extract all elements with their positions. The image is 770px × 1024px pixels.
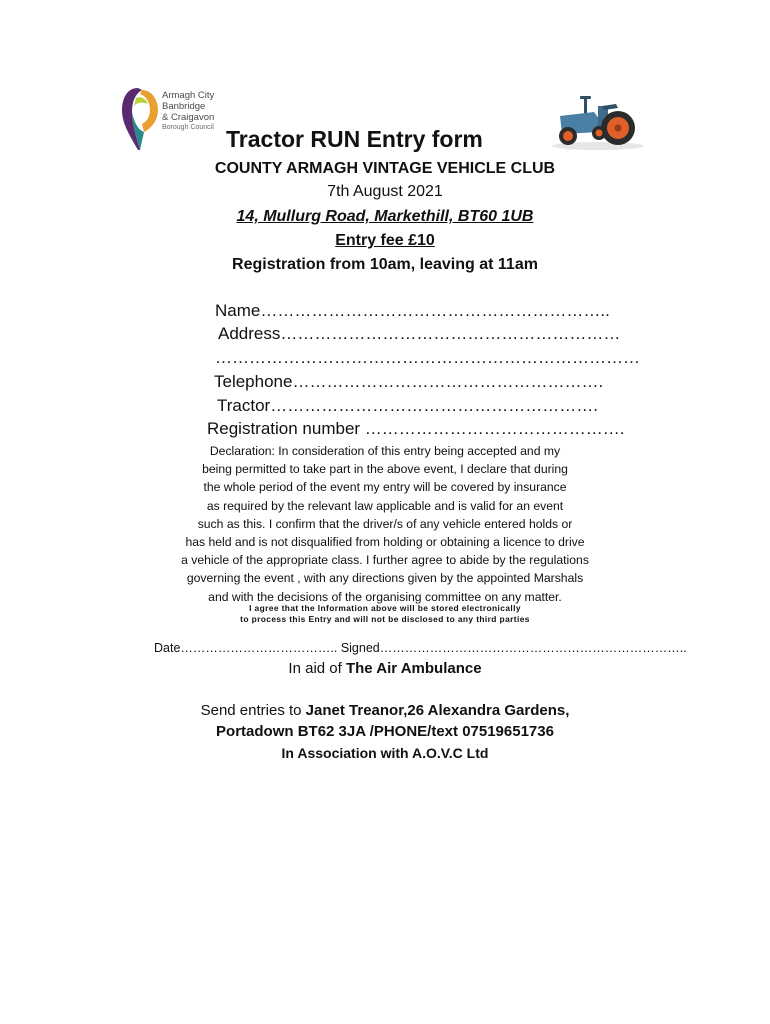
contact-phone-line: Portadown BT62 3JA /PHONE/text 07519651736 (216, 723, 554, 740)
entry-fee: Entry fee £10 (335, 232, 435, 249)
tractor-icon (542, 90, 648, 152)
name-field[interactable]: Name…………………………………………………….. (215, 301, 610, 320)
declaration-line: as required by the relevant law applicable and is valid for an event (206, 498, 564, 513)
council-name: Armagh City Banbridge & Craigavon Borough Council (162, 90, 215, 131)
tractor-image (542, 90, 648, 152)
date-signed-line[interactable]: Date……………………………….. Signed……………………………………………………………….. (154, 641, 687, 655)
telephone-field[interactable]: Telephone………………………………………………. (214, 372, 604, 391)
declaration-line: and with the decisions of the organising committee on any matter. (208, 589, 562, 604)
address-field[interactable]: Address…………………………………………………… (218, 324, 621, 343)
declaration-line: Declaration: In consideration of this entry being accepted and my (209, 444, 561, 458)
declaration-text (120, 442, 650, 606)
declaration-line: being permitted to take part in the above event, I declare that during (202, 462, 568, 477)
contact-name-address: Janet Treanor,26 Alexandra Gardens, (305, 702, 570, 719)
address-field-line2[interactable]: ………………………………………………………………… (215, 348, 640, 367)
association-line: In Association with A.O.V.C Ltd (281, 745, 489, 761)
event-address: 14, Mullurg Road, Markethill, BT60 1UB (236, 208, 534, 225)
declaration-line: the whole period of the event my entry will be covered by insurance (203, 480, 567, 495)
registration-time: Registration from 10am, leaving at 11am (232, 256, 538, 273)
charity-line: In aid of The Air Ambulance (288, 660, 482, 677)
declaration-line: a vehicle of the appropriate class. I further agree to abide by the regulations (181, 553, 589, 568)
event-date: 7th August 2021 (327, 183, 443, 200)
page-title: Tractor RUN Entry form (226, 126, 483, 152)
send-entries-line: Send entries to Janet Treanor,26 Alexandra Gardens, (200, 702, 570, 719)
charity-name: The Air Ambulance (345, 660, 482, 677)
registration-number-field[interactable]: Registration number ………………………………………. (207, 419, 625, 438)
tractor-field[interactable]: Tractor…………………………………………………. (217, 396, 598, 415)
club-name: COUNTY ARMAGH VINTAGE VEHICLE CLUB (214, 160, 556, 177)
declaration-line: such as this. I confirm that the driver/s of any vehicle entered holds or (197, 516, 573, 531)
declaration-line: has held and is not disqualified from holding or obtaining a licence to drive (185, 535, 585, 550)
declaration-line: governing the event , with any directions given by the appointed Marshals (186, 571, 584, 586)
data-consent-notice: I agree that the Information above will be stored electronically to process this Entry and will not be disclosed to any third parties (240, 603, 530, 624)
council-logo-mark (118, 84, 162, 154)
council-logo (118, 84, 228, 154)
